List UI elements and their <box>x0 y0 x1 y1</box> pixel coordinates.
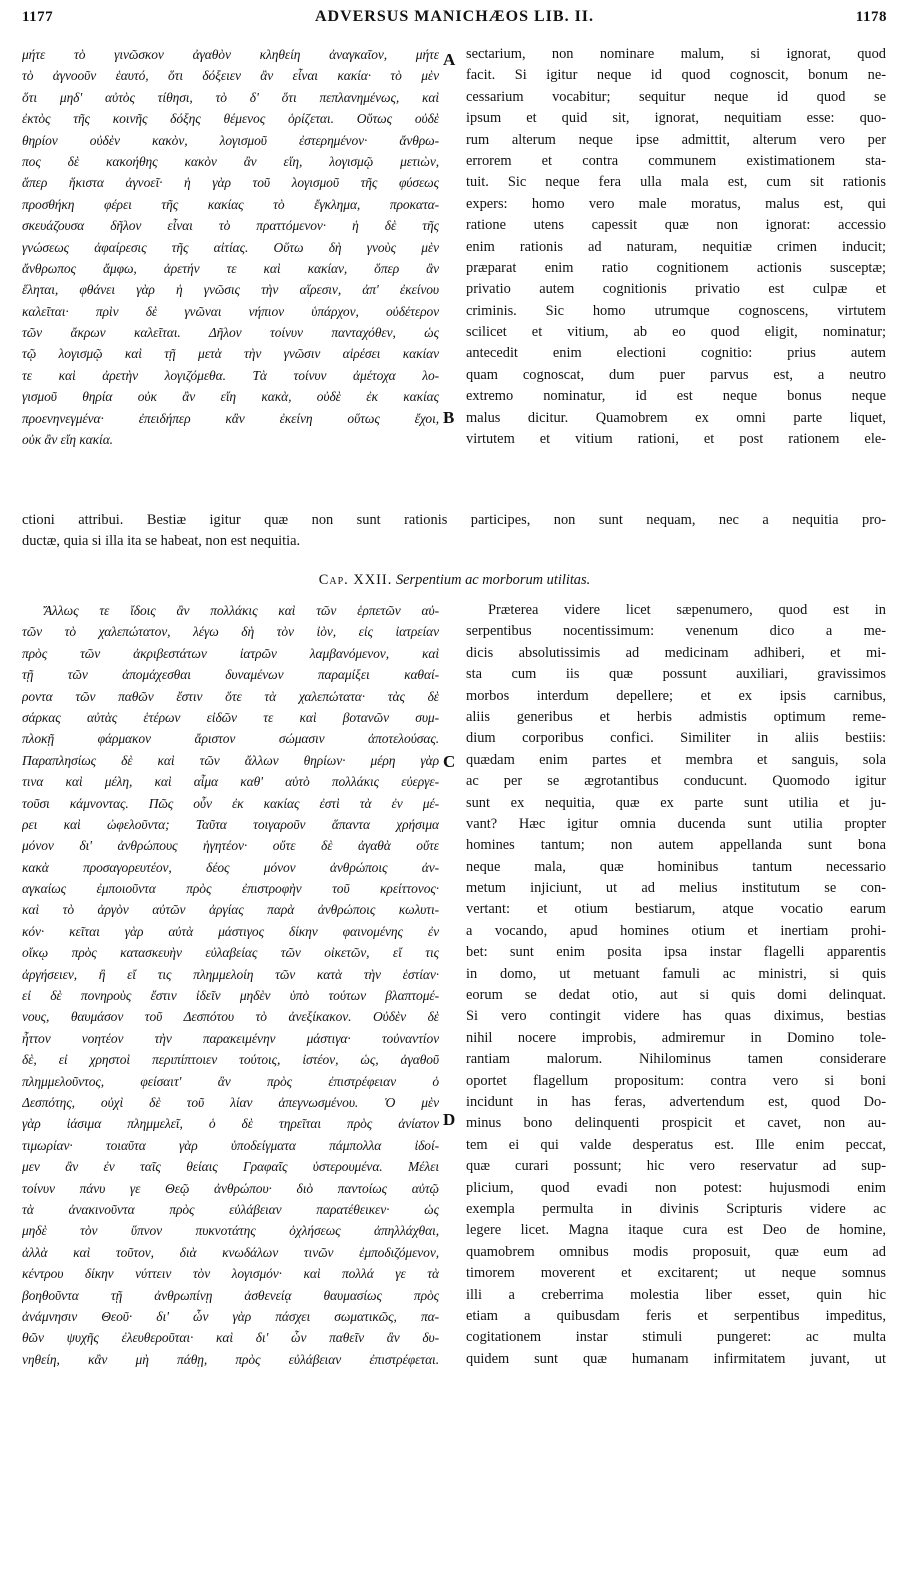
latin-text-line: cessarium vocabitur; sequitur neque id quod se <box>466 88 886 105</box>
greek-text-line: τὰ ἀνακινοῦντα πρὸς εὐλάβειαν παρατέθεικεν· ὡς <box>22 1201 439 1217</box>
latin-text-line: ipsum et quid sit, ignorat, nequitiam esse: quo- <box>466 110 886 127</box>
greek-text-line: γνώσεως ἀφαίρεσις τῆς αἰτίας. Οὕτω δὴ γνοὺς μὲν <box>22 239 439 255</box>
latin-text-line: bet: sunt enim posita ipsa instar flagelli apparentis <box>466 944 886 961</box>
greek-text-line: προενηνεγμένα· ἐπειδήπερ κἂν ἐκείνη οὕτως ἔχοι, <box>22 410 439 426</box>
chapter-heading <box>0 572 909 589</box>
greek-text-line: τε καὶ ἀρετὴν λογιζόμεθα. Τὰ τοίνυν ἀμέτοχα λο- <box>22 367 439 383</box>
greek-text-line: καλεῖται· πρὶν δὲ γνῶναι νήπιον ὑπάρχον, οὐδέτερον <box>22 303 439 319</box>
greek-text-line: δὲ, εἰ χρηστοὶ περιπίπτοιεν τούτοις, ἰστέον, ὡς, ἀγαθοῦ <box>22 1052 439 1068</box>
greek-text-line: βοηθοῦντα τῇ ἀνθρωπίνῃ ἀσθενείᾳ θαυμασίως πρὸς <box>22 1287 439 1303</box>
latin-text-line: tem ei qui valde desperatus est. Ille enim peccat, <box>466 1136 886 1153</box>
greek-text-line: ἕληται, φθάνει γὰρ ἡ γνῶσις τὴν αἵρεσιν, ἀπ' ἐκείνου <box>22 282 439 298</box>
greek-text-line: κόν· κεῖται γὰρ αὐτὰ μάστιγος δίκην φαινομένης ἐν <box>22 923 439 939</box>
latin-text-line: antecedit enim electioni cognitio: prius autem <box>466 345 886 362</box>
latin-text-line: facit. Si igitur neque id quod cognoscit, bonum ne- <box>466 67 886 84</box>
latin-text-line: cogitationem instar stimuli pungeret: ac multa <box>466 1329 886 1346</box>
latin-text-line: morbos interdum depellere; et ex ipsis carnibus, <box>466 687 886 704</box>
chapter-number: Cap. XXII. <box>318 572 393 588</box>
latin-text-line: quæ curari possunt; hic vero reservatur ad sup- <box>466 1158 886 1175</box>
greek-text-line: πλοκῇ φάρμακον ἄριστον σώμασιν ἀποτελούσας. <box>22 731 439 747</box>
greek-text-line: ροντα τῶν παθῶν ἔστιν ὅτε τὰ χαλεπώτατα· τὰς δὲ <box>22 688 439 704</box>
latin-text-line: privatio autem cognitionis privatio est culpæ et <box>466 281 886 298</box>
latin-text-line: metum injiciunt, ut ad melius institutum se con- <box>466 880 886 897</box>
latin-text-line: a vocando, apud homines otium et inertiam prohi- <box>466 922 886 939</box>
greek-text-line: πλημμελοῦντος, φείσαιτ' ἂν πρὸς ἐπιστρέφειαν ὁ <box>22 1073 439 1089</box>
latin-text-line: nihil nocere improbis, admiremur in Domino tole- <box>466 1029 886 1046</box>
greek-text-line: ἄνθρωπος ἄμφω, ἀρετήν τε καὶ κακίαν, ὅπερ ἂν <box>22 260 439 276</box>
latin-text-line: ratione utens capessit quæ non ignorat: accessio <box>466 217 886 234</box>
greek-text-line: καὶ τὸ ἀργὸν αὐτῶν ἀργίας παρὰ ἀνθρώποις κωλυτι- <box>22 902 439 918</box>
latin-text-line: sectarium, non nominare malum, si ignorat, quod <box>466 46 886 62</box>
latin-text-line: quamobrem omnibus modis proposuit, quæ eum ad <box>466 1243 886 1260</box>
latin-text-line: sta cum iis quæ possunt auxiliari, gravissimos <box>466 666 886 683</box>
latin-text-line: minus bono delinquenti prospicit et cavet, non au- <box>466 1115 886 1132</box>
greek-text-line: ὅτι μηδ' αὐτὸς τίθησι, τὸ δ' ὅτι πεπλανημένως, καὶ <box>22 89 439 105</box>
greek-text-line: τινα καὶ μέλη, καὶ αἷμα καθ' αὑτὸ πολλάκις εὐεργε- <box>22 774 439 790</box>
greek-text-line: πος δὲ κακοήθης κακὸν ἂν εἴη, λογισμῷ μετιὼν, <box>22 153 439 169</box>
full-width-text-line: ctioni attribui. Bestiæ igitur quæ non sunt rationis participes, non sunt nequam, nec a nequitia pro- <box>22 512 886 528</box>
latin-text-line: Præterea videre licet sæpenumero, quod est in <box>488 602 886 618</box>
greek-text-line: εἰ δὲ πονηροὺς ἔστιν ἰδεῖν μηδὲν ὑπὸ τούτων βλαπτομέ- <box>22 988 439 1004</box>
greek-text-line: ρει καὶ ὠφελοῦντα; Ταῦτα τοιγαροῦν ἅπαντα χρήσιμα <box>22 816 439 832</box>
greek-text-line: τιμωρίαν· τοιαῦτα γὰρ ὑποδείγματα πάμπολλα ἰδοί- <box>22 1137 439 1153</box>
latin-text-line: malus dicitur. Quamobrem ex omni parte liquet, <box>466 409 886 426</box>
latin-text-line: in domo, ut metuant famuli ac ministri, si quis <box>466 965 886 982</box>
right-column-number: 1178 <box>855 9 887 25</box>
greek-text-line: Παραπλησίως δὲ καὶ τῶν ἄλλων θηρίων· μέρη γὰρ <box>22 752 439 768</box>
greek-text-line: τῷ λογισμῷ καὶ τῇ μετὰ τὴν γνῶσιν αἱρέσει κακίαν <box>22 346 439 362</box>
greek-text-line: τὸ ἀγνοοῦν ἑαυτό, ὅτι δόξειεν ἂν εἶναι κακία· τὸ μὲν <box>22 68 439 84</box>
latin-text-line: vant? Hæc igitur omnia ducenda sunt utilia propter <box>466 815 886 832</box>
greek-text-line: γὰρ ἰάσιμα πλημμελεῖ, ὁ δὲ τηρεῖται πρὸς ἀνίατον <box>22 1116 439 1132</box>
greek-text-line: νηθείη, κἂν μὴ πάθῃ, πρὸς εὐλάβειαν ἐπιστρέφεται. <box>22 1351 439 1367</box>
margin-marker-b: B <box>443 408 455 427</box>
top-full-width-text <box>22 510 886 553</box>
greek-text-line: μεν ἂν ἐν ταῖς θείαις Γραφαῖς ὑστερουμένα. Μέλει <box>22 1159 439 1175</box>
greek-text-line: Ἄλλως τε ἴδοις ἂν πολλάκις καὶ τῶν ἑρπετῶν αὐ- <box>44 603 439 618</box>
greek-text-line: ἅπερ ἥκιστα ἀγνοεῖ· ἡ γὰρ τοῦ λογισμοῦ τῆς φύσεως <box>22 175 439 191</box>
greek-text-line: τῶν ἄκρων καλεῖται. Δῆλον τοίνυν πανταχόθεν, ὡς <box>22 325 439 341</box>
margin-marker-c: C <box>443 752 456 771</box>
latin-text-line: homines tantum; non autem appellanda sunt bona <box>466 837 886 854</box>
greek-text-line: θηρίον οὐδὲν κακὸν, λογισμοῦ ἐστερημένον· ἄνθρω- <box>22 132 439 148</box>
latin-text-line: expers: homo vero male moratus, malus est, qui <box>466 195 886 212</box>
latin-text-line: illi a creberrima molestia liber esset, quin hic <box>466 1286 886 1303</box>
latin-text-line: extremo nominatur, id est neque bonus neque <box>466 388 886 405</box>
left-column-number: 1177 <box>22 9 54 25</box>
running-title: ADVERSUS MANICHÆOS LIB. II. <box>314 8 595 25</box>
greek-text-line: σάρκας αὐτὰς ἑτέρων εἰδῶν τε καὶ βοτανῶν συμ- <box>22 709 439 725</box>
latin-text-line: errorem et contra communem existimationem sta- <box>466 152 886 169</box>
margin-marker-a: A <box>443 50 456 69</box>
greek-text-line: Δεσπότης, οὐχὶ δὲ τοῦ λίαν ἀπεγνωσμένου. Ὁ μὲν <box>22 1094 439 1110</box>
greek-text-line: μόνον δι' ἀνθρώπους ἡγητέον· οὔτε δὲ ἀγαθὰ οὔτε <box>22 838 439 854</box>
greek-text-line: αγκαίως ἐμποιοῦντα πρὸς ἐπιστροφὴν τοῦ κρείττονος· <box>22 881 439 897</box>
greek-text-line: ἀνάμνησιν Θεοῦ· δι' ὧν γὰρ πάσχει σωματικῶς, πα- <box>22 1308 439 1324</box>
latin-text-line: vertant: et otium bestiarum, atque vocatio earum <box>466 901 886 918</box>
greek-text-line: ἐκτὸς τῆς κοινῆς δόξης θέμενος ὁρίζεται. Οὕτως οὐδὲ <box>22 111 439 127</box>
latin-text-line: dium corporibus confici. Similiter in aliis bestiis: <box>466 730 886 747</box>
top-greek-column <box>22 44 439 450</box>
greek-text-line: σκευάζουσα δῆλον εἶναι τὸ πραττόμενον· ἡ δὲ τῆς <box>22 218 439 234</box>
page-header <box>22 8 887 30</box>
greek-text-line: τῇ τῶν ἀπομάχεσθαι δυναμένων παραμίξει καθαί- <box>22 667 439 683</box>
margin-marker-d: D <box>443 1110 456 1129</box>
latin-text-line: Si vero contingit videre has quas diximus, bestias <box>466 1008 886 1025</box>
latin-text-line: aliis generibus et herbis admistis optimum reme- <box>466 708 886 725</box>
latin-text-line: serpentibus nocentissimum: venenum dico a me- <box>466 623 886 640</box>
latin-text-line: neque mala, quæ hominibus tantum necessario <box>466 858 886 875</box>
latin-text-line: exempla permulta in divinis Scripturis videre ac <box>466 1200 886 1217</box>
latin-text-line: oportet flagellum propositum: contra vero si boni <box>466 1072 886 1089</box>
latin-text-line: etiam a quibusdam feris et serpentibus impeditus, <box>466 1307 886 1324</box>
bottom-greek-column <box>22 600 439 1370</box>
greek-text-line: θῶν ψυχῆς ἐλευθεροῦται· καὶ δι' ὧν παθεῖν ἂν δυ- <box>22 1330 439 1346</box>
greek-text-line: οὐκ ἂν εἴη κακία. <box>22 432 113 448</box>
latin-text-line: legere licet. Magna itaque cura est Deo de homine, <box>466 1222 886 1239</box>
greek-text-line: πρὸς τῶν ἀκριβεστάτων ἰατρῶν λαμβανόμενον, καὶ <box>22 645 439 661</box>
latin-text-line: rum alterum neque ipse admittit, alterum vero per <box>466 131 886 148</box>
latin-text-line: plicium, quod evadi non potest: hujusmodi enim <box>466 1179 886 1196</box>
latin-text-line: rantiam malorum. Nihilominus tamen considerare <box>466 1051 886 1068</box>
latin-text-line: ac per se ægrotantibus conducunt. Quomodo igitur <box>466 773 886 790</box>
greek-text-line: τῶν τὸ χαλεπώτατον, λέγω δὴ τὸν ἰὸν, εἰς ἰατρείαν <box>22 624 439 640</box>
latin-text-line: præparat enim ratio cognitionem actionis susceptæ; <box>466 259 886 276</box>
latin-text-line: sunt ex nequitia, quæ ex parte sunt utilia et ju- <box>466 794 886 811</box>
greek-text-line: ἀλλὰ καὶ τοῦτον, διὰ κνωδάλων τινῶν ἐμποδιζόμενον, <box>22 1244 439 1260</box>
latin-text-line: scilicet et vitium, ab eo quod eligit, nominatur; <box>466 324 886 341</box>
latin-text-line: quidem sunt quæ humanam infirmitatem juvant, ut <box>466 1350 886 1367</box>
latin-text-line: quam cognoscat, dum puer parvus est, a neutro <box>466 366 886 383</box>
greek-text-line: κακὰ προσαγορευτέον, δέος μόνον ἀνθρώποις ἀν- <box>22 859 439 875</box>
greek-text-line: τοῦσι κάμνοντας. Πῶς οὖν ἐκ κακίας ἐστὶ τὰ ἐν μέ- <box>22 795 439 811</box>
latin-text-line: criminis. Sic homo utrumque cognoscens, virtutem <box>466 302 886 319</box>
latin-text-line: eorum se dedat otio, aut si quis domi delinquat. <box>466 987 886 1004</box>
latin-text-line: tuit. Sic neque fera ulla mala est, cum sit rationis <box>466 174 886 191</box>
bottom-latin-column <box>466 600 886 1370</box>
greek-text-line: ἧττον νοητέον τὴν παρακειμένην μάστιγα· τοὐναντίον <box>22 1030 439 1046</box>
greek-text-line: γισμοῦ θηρία οὐκ ἂν εἴη κακὰ, οὐδὲ ἐκ κακίας <box>22 389 439 405</box>
greek-text-line: κέντρου δίκην νύττειν τὸν λογισμόν· καὶ πολλά γε τὰ <box>22 1266 439 1282</box>
greek-text-line: προσθήκη φέρει τῆς κακίας τὸ ἔγκλημα, προκατα- <box>22 196 439 212</box>
latin-text-line: virtutem et vitium rationi, et post rationem ele- <box>466 431 886 448</box>
top-latin-column <box>466 44 886 450</box>
latin-text-line: incidunt in has feras, advertendum est, quod Do- <box>466 1093 886 1110</box>
greek-text-line: τοίνυν πάνυ γε Θεῷ ἀνθρώπου· διὸ παντοίως αὐτῷ <box>22 1180 439 1196</box>
latin-text-line: enim rationis ad naturam, nequitiæ crimen inducit; <box>466 238 886 255</box>
latin-text-line: timorem moverent et excitarent; ut neque somnus <box>466 1265 886 1282</box>
full-width-text-line: ductæ, quia si illa ita se habeat, non est nequitia. <box>22 533 301 550</box>
latin-text-line: quædam enim partes et membra et sanguis, sola <box>466 751 886 768</box>
chapter-subtitle: Serpentium ac morborum utilitas. <box>395 572 591 588</box>
greek-text-line: μήτε τὸ γινῶσκον ἀγαθὸν κληθείη ἀναγκαῖον, μήτε <box>22 47 439 62</box>
greek-text-line: οἴκῳ πρὸς κατασκευὴν εὐλαβείας τῶν οἰκετῶν, εἴ τις <box>22 945 439 961</box>
greek-text-line: νους, θαυμάσον τοῦ Δεσπότου τὸ ἀνεξίκακον. Οὐδὲν δὲ <box>22 1009 439 1025</box>
latin-text-line: dicis absolutissimis ad medicinam adhiberi, et mi- <box>466 644 886 661</box>
greek-text-line: ἀργήσειεν, ἢ εἴ τις πλημμελοίη τῶν κατὰ τὴν ἑστίαν· <box>22 966 439 982</box>
greek-text-line: μηδὲ τὸν ὕπνον πυκνοτάτης ὀχλήσεως ἀπηλλάχθαι, <box>22 1223 439 1239</box>
